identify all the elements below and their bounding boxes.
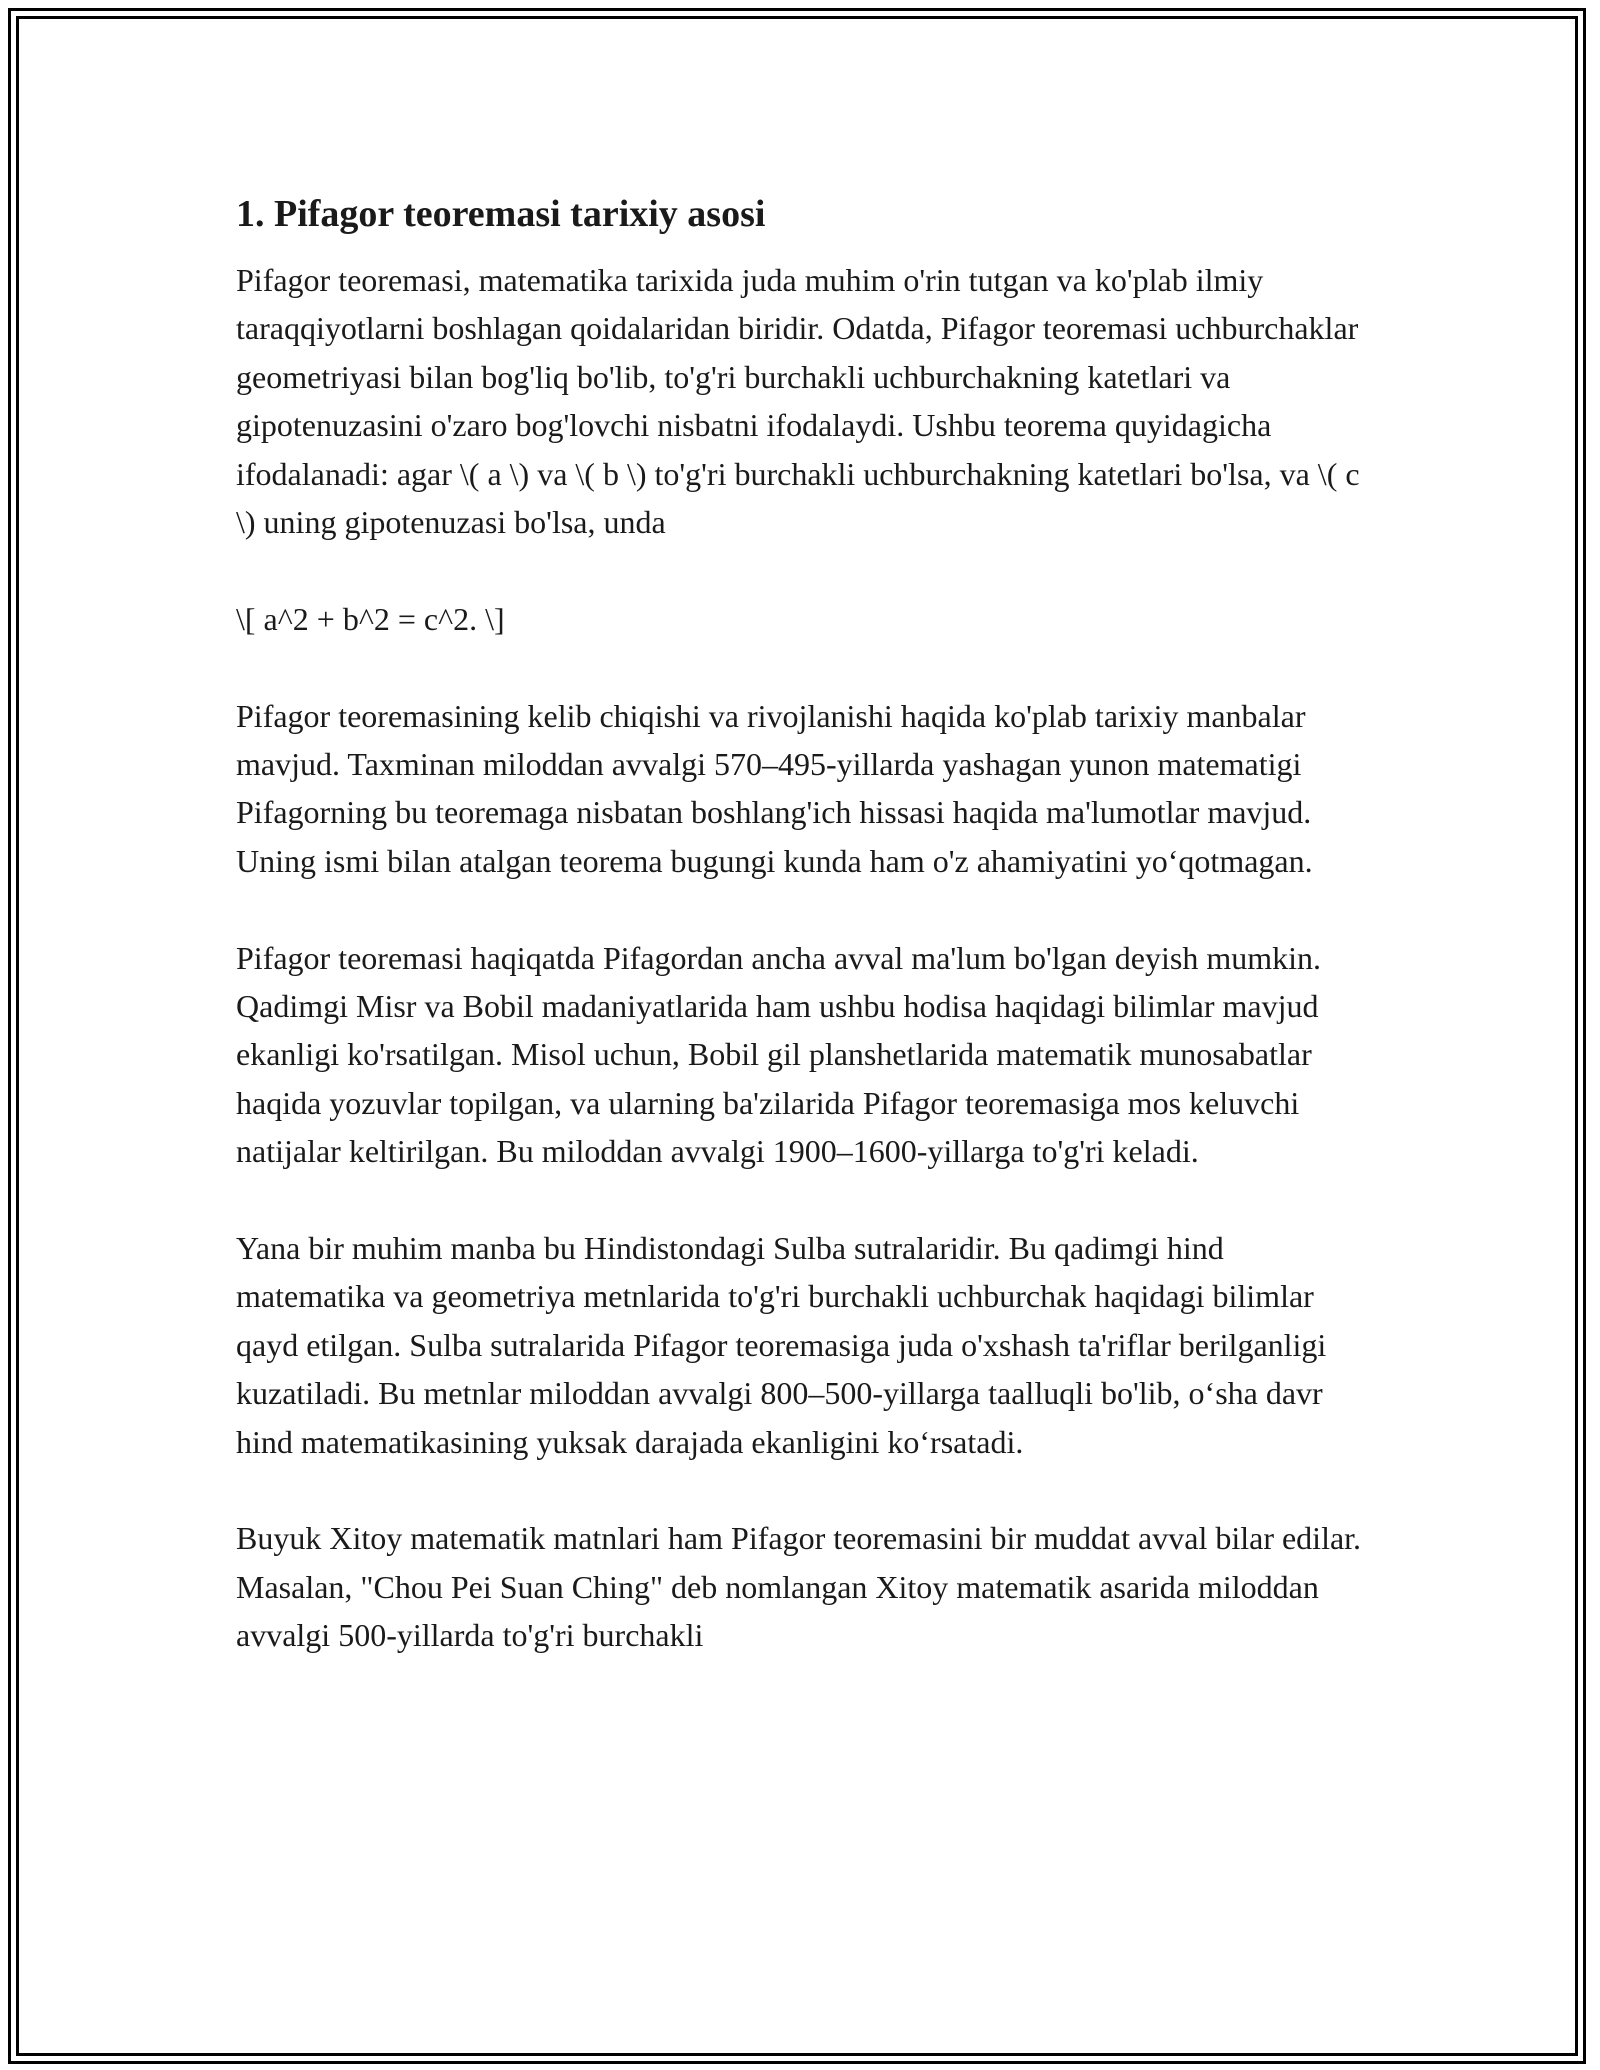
paragraph-babylon: Pifagor teoremasi haqiqatda Pifagordan ancha avval ma'lum bo'lgan deyish mumkin. Qadimgi Misr va Bobil madaniyatlarida ham ushbu hodisa haqidagi bilimlar mavjud ekanligi ko'rsatilgan. Misol uchun, Bobil gil planshetlarida matematik munosabatlar haqida yozuvlar topilgan, va ularning ba'zilarida Pifagor teoremasiga mos keluvchi natijalar keltirilgan. Bu miloddan avvalgi 1900–1600-yillarga to'g'ri keladi.: [236, 939, 1322, 1170]
paragraph-intro: Pifagor teoremasi, matematika tarixida juda muhim o'rin tutgan va ko'plab ilmiy taraqqiyotlarni boshlagan qoidalaridan biridir. Odatda, Pifagor teoremasi uchburchaklar geometriyasi bilan bog'liq bo'lib, to'g'ri burchakli uchburchakning katetlari va gipotenuzasini o'zaro bog'lovchi nisbatni ifodalaydi. Ushbu teorema quyidagicha ifodalanadi: agar \( a \) va \( b \) to'g'ri burchakli uchburchakning katetlari bo'lsa, va \( c \) uning gipotenuzasi bo'lsa, unda: [236, 262, 1360, 541]
formula-line: \[ a^2 + b^2 = c^2. \]: [236, 600, 505, 637]
paragraph-sulba-sutras: Yana bir muhim manba bu Hindistondagi Sulba sutralaridir. Bu qadimgi hind matematika va geometriya metnlarida to'g'ri burchakli uchburchak haqidagi bilimlar qayd etilgan. Sulba sutralarida Pifagor teoremasiga juda o'xshash ta'riflar berilganligi kuzatiladi. Bu metnlar miloddan avvalgi 800–500-yillarga taalluqli bo'lib, o‘sha davr hind matematikasining yuksak darajada ekanligini ko‘rsatadi.: [236, 1230, 1327, 1460]
document-body: [236, 188, 1366, 1660]
paragraph-origin: Pifagor teoremasining kelib chiqishi va rivojlanishi haqida ko'plab tarixiy manbalar mavjud. Taxminan miloddan avvalgi 570–495-yillarda yashagan yunon matematigi Pifagorning bu teoremaga nisbatan boshlang'ich hissasi haqida ma'lumotlar mavjud. Uning ismi bilan atalgan teorema bugungi kunda ham o'z ahamiyatini yo‘qotmagan.: [236, 697, 1313, 879]
section-heading: 1. Pifagor teoremasi tarixiy asosi: [236, 193, 766, 235]
paragraph-china: Buyuk Xitoy matematik matnlari ham Pifagor teoremasini bir muddat avval bilar edilar. Masalan, "Chou Pei Suan Ching" deb nomlangan Xitoy matematik asarida miloddan avvalgi 500-yillarda to'g'ri burchakli: [236, 1520, 1362, 1654]
